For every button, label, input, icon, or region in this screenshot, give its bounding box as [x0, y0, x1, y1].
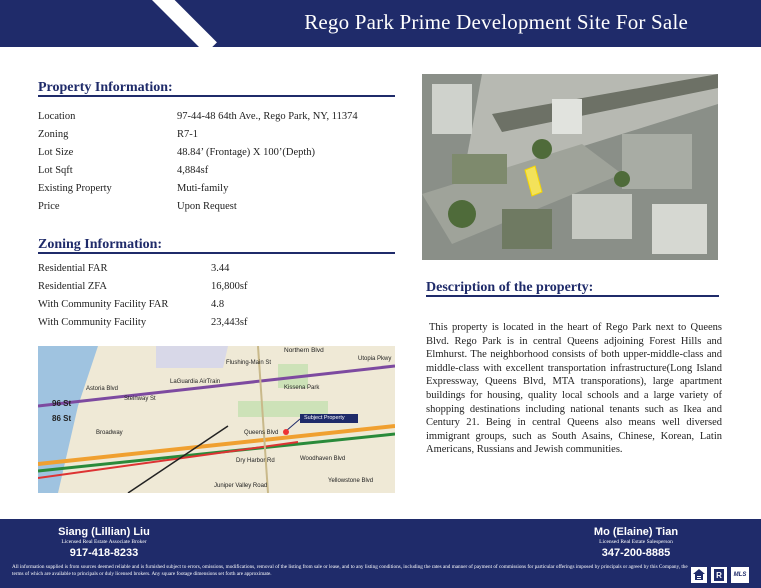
row-value-price: Upon Request [177, 201, 237, 212]
agent-2-role: Licensed Real Estate Salesperson [599, 539, 673, 545]
header-banner [0, 0, 761, 47]
equal-housing-icon [691, 567, 707, 583]
mls-icon: MLS [731, 567, 749, 583]
disclaimer-text: All information supplied is from sources deemed reliable and is furnished subject to errors, omissions, modifications, removal of the listing from sale or lease, and to any listing conditions, including the rates and manner of payment of commissions for particular offerings imposed by principals or agreed by this Company, the terms of which are available to principals or duly licensed brokers. Any square footage dimensions set forth are approximate. [12, 564, 688, 577]
footer [0, 519, 761, 588]
aerial-photo [422, 74, 718, 260]
map-label-woodhaven: Woodhaven Blvd [300, 456, 346, 462]
row-label-zoning: Zoning [38, 129, 69, 140]
agent-2-phone[interactable]: 347-200-8885 [601, 547, 671, 559]
agent-1-phone[interactable]: 917-418-8233 [69, 547, 139, 559]
agent-card-2 [572, 526, 700, 559]
map-label-juniper: Juniper Valley Road [214, 483, 268, 489]
property-info-heading: Property Information: [38, 80, 173, 95]
map-label-northern: Northern Blvd [284, 347, 324, 354]
map-label-kissena: Kissena Park [284, 385, 320, 391]
row-value-zoning: R7-1 [177, 129, 198, 140]
zoning-info-rule [38, 252, 395, 254]
row-label-community-facility: With Community Facility [38, 317, 147, 328]
map-label-steinway: Steinway St [124, 396, 156, 402]
map-label-queens: Queens Blvd [244, 430, 279, 436]
map-label-utopia: Utopia Pkwy [358, 356, 392, 362]
row-label-community-far: With Community Facility FAR [38, 299, 169, 310]
map-label-yellowstone: Yellowstone Blvd [328, 478, 374, 484]
agent-card-1 [40, 526, 168, 559]
map-label-86st: 86 St [52, 414, 72, 423]
zoning-info-heading: Zoning Information: [38, 237, 163, 252]
row-value-existing-property: Muti-family [177, 183, 229, 194]
row-value-lot-sqft: 4,884sf [177, 165, 209, 176]
map-label-dry-harbor: Dry Harbor Rd [236, 458, 275, 464]
description-rule [426, 295, 719, 297]
map-label-flushing: Flushing-Main St [226, 360, 272, 366]
row-value-lot-size: 48.84’ (Frontage) X 100’(Depth) [177, 147, 316, 158]
description-heading: Description of the property: [426, 280, 594, 295]
subway-map [38, 346, 395, 493]
row-value-community-far: 4.8 [211, 299, 225, 310]
row-label-price: Price [38, 201, 60, 212]
row-label-residential-zfa: Residential ZFA [38, 281, 107, 292]
map-label-astoria: Astoria Blvd [86, 386, 119, 392]
row-value-residential-zfa: 16,800sf [211, 281, 248, 292]
description-text: This property is located in the heart of Rego Park next to Queens Blvd. Rego Park is in central Queens adjoining Forest Hills and Elmhurst. The neighborhood consists of both upper-middle-class and middle-class with excellent transportation infrastructure(Long Island Expressway, Queens Blvd, MTA transporations), large apartment buildings for housing, quality local schools and a large variety of shopping destinations including national tenants such as Ikea and Century 21. Being in central Queens also means well diversed immigrant groups, such as South Asains, Chinese, Korean, Latin Americans, Russians and Jewish communities. [426, 322, 722, 456]
map-label-broadway: Broadway [96, 430, 123, 436]
row-value-community-facility: 23,443sf [211, 317, 248, 328]
property-info-rule [38, 95, 395, 97]
row-value-location: 97-44-48 64th Ave., Rego Park, NY, 11374 [177, 111, 358, 122]
map-label-subject: Subject Property [304, 415, 345, 421]
realtor-icon [711, 567, 727, 583]
row-label-residential-far: Residential FAR [38, 263, 108, 274]
map-label-airtrain: LaGuardia AirTrain [170, 379, 221, 385]
row-label-lot-size: Lot Size [38, 147, 74, 158]
agent-1-name: Siang (Lillian) Liu [58, 526, 150, 538]
row-label-existing-property: Existing Property [38, 183, 112, 194]
row-label-location: Location [38, 111, 76, 122]
row-value-residential-far: 3.44 [211, 263, 230, 274]
page-title: Rego Park Prime Development Site For Sale [304, 10, 688, 34]
agent-1-role: Licensed Real Estate Associate Broker [61, 539, 147, 545]
row-label-lot-sqft: Lot Sqft [38, 165, 73, 176]
header-stripe [142, 0, 217, 47]
svg-text:R: R [716, 571, 722, 580]
map-label-96st: 96 St [52, 399, 72, 408]
agent-2-name: Mo (Elaine) Tian [593, 526, 679, 538]
